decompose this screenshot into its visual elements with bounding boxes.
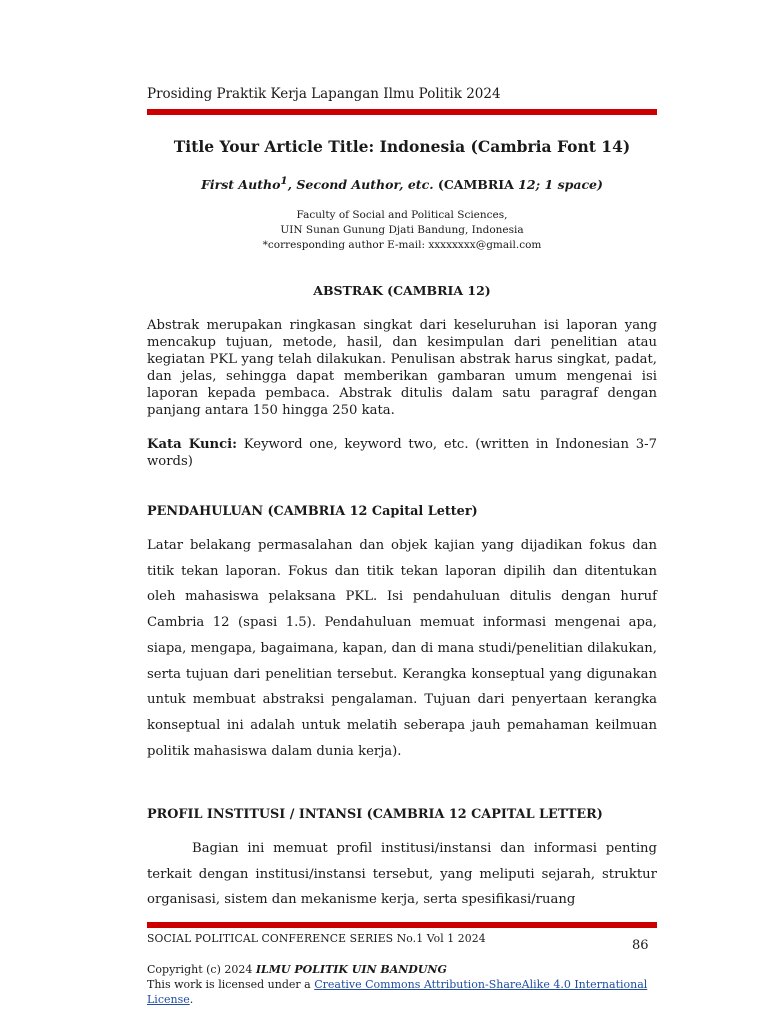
abstract-heading: ABSTRAK (CAMBRIA 12) [313,283,491,298]
license-line: This work is licensed under a Creative Commons Attribution-ShareAlike 4.0 International License. [147,978,648,1006]
section-heading-profil: PROFIL INSTITUSI / INTANSI (CAMBRIA 12 CAPITAL LETTER) [147,807,603,822]
keywords-label: Kata Kunci: [147,437,238,452]
author-format-note-italic: 12; 1 space) [518,177,603,193]
section-heading-pendahuluan: PENDAHULUAN (CAMBRIA 12 Capital Letter) [147,504,478,519]
affiliation-university: UIN Sunan Gunung Djati Bandung, Indonesia [280,224,524,236]
page-number: 86 [632,938,649,953]
copyright-holder: ILMU POLITIK UIN BANDUNG [255,963,447,976]
license-link[interactable]: Creative Commons Attribution-ShareAlike 4.0 International License [147,978,648,1006]
article-title: Title Your Article Title: Indonesia (Cambria Font 14) [173,137,631,156]
author-names: First Autho$^1$, Second Author, etc. [201,175,434,193]
copyright-line: Copyright (c) 2024 ILMU POLITIK UIN BANDUNG [147,963,447,976]
running-header: Prosiding Praktik Kerja Lapangan Ilmu Politik 2024 [147,86,501,102]
section-text-profil: Bagian ini memuat profil institusi/instansi dan informasi penting terkait dengan institusi/instansi tersebut, yang meliputi sejarah, struktur organisasi, sistem dan mekanisme kerja, serta spesifikasi/ruang [147,841,657,908]
footer-divider [147,922,657,928]
author-line [147,175,657,192]
author-affil-mark: 1 [280,175,288,187]
copyright-block [147,962,657,1007]
abstract-text: Abstrak merupakan ringkasan singkat dari keseluruhan isi laporan yang mencakup tujuan, metode, hasil, dan kesimpulan dari penelitian atau kegiatan PKL yang telah dilakukan. Penulisan abstrak harus singkat, padat, dan jelas, sehingga dapat memberikan gambaran umum mengenai isi laporan kepada pembaca. Abstrak ditulis dalam satu paragraf dengan panjang antara 150 hingga 250 kata. [147,318,657,418]
affiliation-faculty: Faculty of Social and Political Sciences, [296,209,508,221]
author-format-note: (CAMBRIA [433,177,519,193]
section-text-pendahuluan: Latar belakang permasalahan dan objek kajian yang dijadikan fokus dan titik tekan laporan. Fokus dan titik tekan laporan dipilih dan ditentukan oleh mahasiswa pelaksana PKL. Isi pendahuluan ditulis dengan huruf Cambria 12 (spasi 1.5). Pendahuluan memuat informasi mengenai apa, siapa, mengapa, bagaimana, kapan, dan di mana studi/penelitian dilakukan, serta tujuan dari penelitian tersebut. Kerangka konseptual yang digunakan untuk membuat abstraksi pengalaman. Tujuan dari penyertaan kerangka konseptual ini adalah untuk melatih seberapa jauh pemahaman keilmuan politik mahasiswa dalam dunia kerja). [147,538,657,759]
header-divider [147,109,657,115]
keywords-text: Keyword one, keyword two, etc. (written in Indonesian 3-7 words) [147,437,657,469]
corresponding-email: *corresponding author E-mail: xxxxxxxx@gmail.com [262,239,542,251]
keywords-line [147,436,657,470]
affiliation-block [147,208,657,253]
conference-series: SOCIAL POLITICAL CONFERENCE SERIES No.1 Vol 1 2024 [147,932,486,945]
